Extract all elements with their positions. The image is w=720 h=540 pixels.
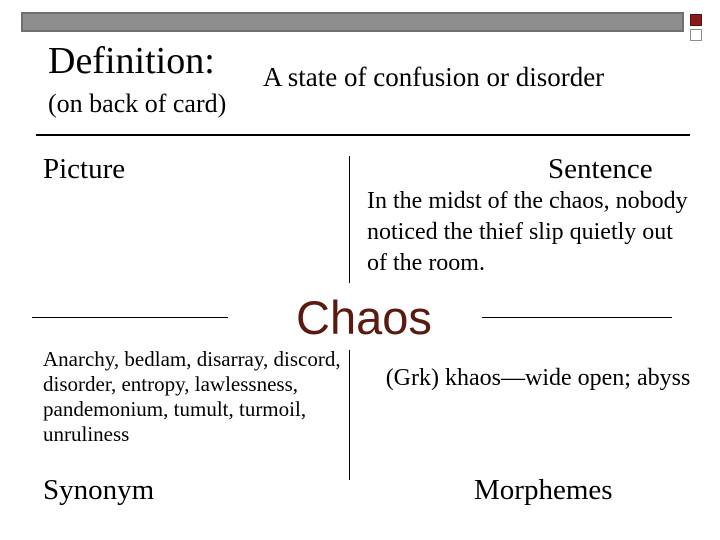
synonym-label: Synonym [43, 474, 155, 506]
divider-vertical-top [349, 156, 350, 283]
divider-vertical-bottom [349, 350, 350, 480]
divider-left [32, 317, 228, 318]
red-square-icon [690, 14, 702, 26]
sentence-text: In the midst of the chaos, nobody noticed the thief slip quietly out of the room. [367, 188, 688, 276]
definition-label: Definition: [48, 40, 215, 82]
definition-text: A state of confusion or disorder [263, 62, 605, 92]
vocabulary-word: Chaos [296, 291, 432, 344]
decorative-title-bar [21, 12, 684, 32]
divider-right [482, 317, 672, 318]
grey-square-icon [690, 29, 702, 41]
synonyms-text: Anarchy, bedlam, disarray, discord, disorder, entropy, lawlessness, pandemonium, tumult, turmoil, unruliness [43, 347, 341, 446]
picture-label: Picture [43, 153, 126, 185]
definition-note: (on back of card) [48, 89, 227, 118]
sentence-label: Sentence [548, 153, 653, 185]
divider-main [36, 134, 690, 136]
morphemes-label: Morphemes [474, 474, 613, 506]
morphemes-text: (Grk) khaos—wide open; abyss [385, 365, 691, 391]
